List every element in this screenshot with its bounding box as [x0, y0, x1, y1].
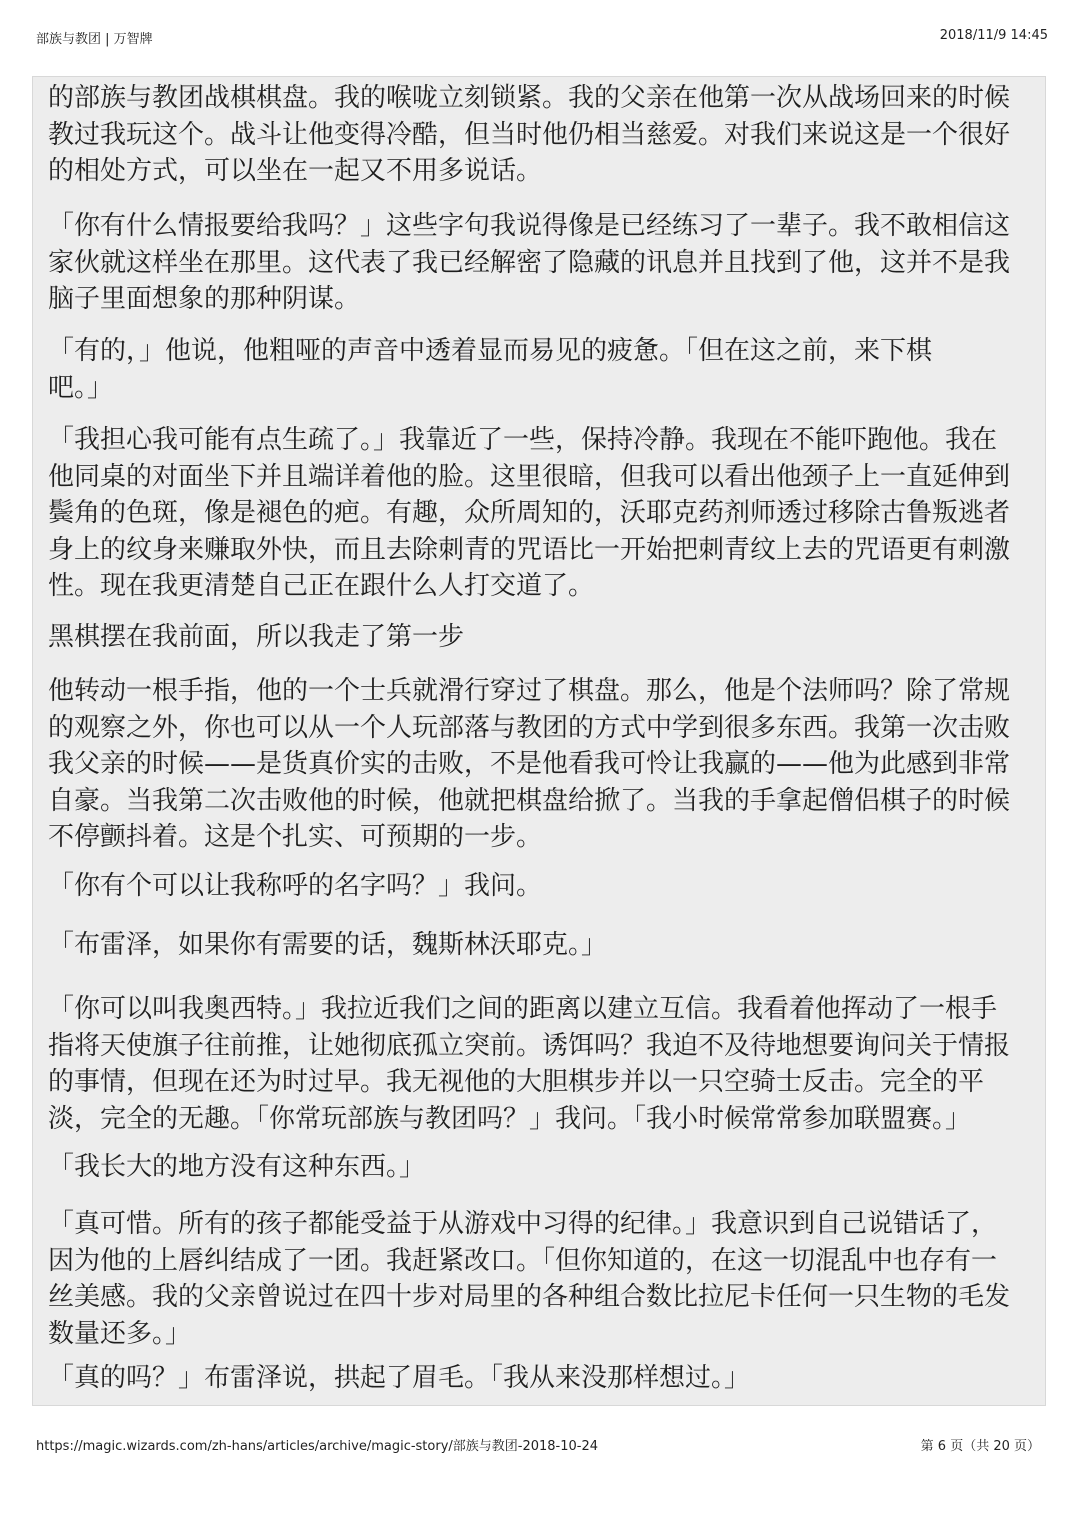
- paragraph-8: 「布雷泽，如果你有需要的话，魏斯林沃耶克。」: [48, 930, 608, 960]
- paragraph-12: 「真的吗？」布雷泽说，拱起了眉毛。「我从来没那样想过。」: [48, 1363, 751, 1393]
- paragraph-7: 「你有个可以让我称呼的名字吗？」我问。: [48, 871, 543, 901]
- paragraph-2: 「你有什么情报要给我吗？」这些字句我说得像是已经练习了一辈子。我不敢相信这 家伙就这样坐在那里。这代表了我已经解密了隐藏的讯息并且找到了他，这并不是我 脑子里面想象的那种阴谋。: [48, 211, 1011, 314]
- paragraph-11: 「真可惜。所有的孩子都能受益于从游戏中习得的纪律。」我意识到自己说错话了， 因为他的上唇纠结成了一团。我赶紧改口。「但你知道的，在这一切混乱中也存有一 丝美感。我的父亲曾说过在四十步对局里的各种组合数比拉尼卡任何一只生物的毛发 数量还多。」: [48, 1209, 1011, 1349]
- page-url: https://magic.wizards.com/zh-hans/articles/archive/magic-story/部族与教团-2018-10-24: [36, 1439, 599, 1454]
- paragraph-1: 的部族与教团战棋棋盘。我的喉咙立刻锁紧。我的父亲在他第一次从战场回来的时候 教过我玩这个。战斗让他变得冷酷，但当时他仍相当慈爱。对我们来说这是一个很好 的相处方式，可以坐在一起又不用多说话。: [48, 83, 1011, 186]
- paragraph-10: 「我长大的地方没有这种东西。」: [48, 1152, 426, 1182]
- paragraph-6: 他转动一根手指，他的一个士兵就滑行穿过了棋盘。那么，他是个法师吗？除了常规 的观察之外，你也可以从一个人玩部落与教团的方式中学到很多东西。我第一次击败 我父亲的时候——是货真价实的击败，不是他看我可怜让我赢的——他为此感到非常 自豪。当我第二次击败他的时候，他就把棋盘给掀了。当我的手拿起僧侣棋子的时候 不停颤抖着。这是个扎实、可预期的一步。: [48, 676, 1011, 852]
- print-footer: [36, 1435, 1040, 1455]
- page-number: 第 6 页（共 20 页）: [920, 1439, 1040, 1454]
- document-title: 部族与教团 | 万智牌: [36, 32, 153, 47]
- paragraph-9: 「你可以叫我奥西特。」我拉近我们之间的距离以建立互信。我看着他挥动了一根手 指将天使旗子往前推，让她彻底孤立突前。诱饵吗？我迫不及待地想要询问关于情报 的事情，但现在还为时过早。我无视他的大胆棋步并以一只空骑士反击。完全的平 淡，完全的无趣。「你常玩部族与教团吗？」我问。「我小时候常常参加联盟赛。」: [48, 994, 1011, 1134]
- paragraph-4: 「我担心我可能有点生疏了。」我靠近了一些，保持冷静。我现在不能吓跑他。我在 他同桌的对面坐下并且端详着他的脸。这里很暗，但我可以看出他颈子上一直延伸到 鬓角的色斑，像是褪色的疤。有趣，众所周知的，沃耶克药剂师透过移除古鲁叛逃者 身上的纹身来赚取外快，而且去除刺青的咒语比一开始把刺青纹上去的咒语更有刺激 性。现在我更清楚自己正在跟什么人打交道了。: [48, 425, 1011, 601]
- print-header: [36, 28, 1048, 50]
- article-content: [32, 76, 1046, 1406]
- paragraph-5: 黑棋摆在我前面，所以我走了第一步: [48, 622, 465, 652]
- paragraph-3: 「有的，」他说，他粗哑的声音中透着显而易见的疲惫。「但在这之前，来下棋 吧。」: [48, 336, 933, 403]
- print-datetime: 2018/11/9 14:45: [939, 28, 1048, 43]
